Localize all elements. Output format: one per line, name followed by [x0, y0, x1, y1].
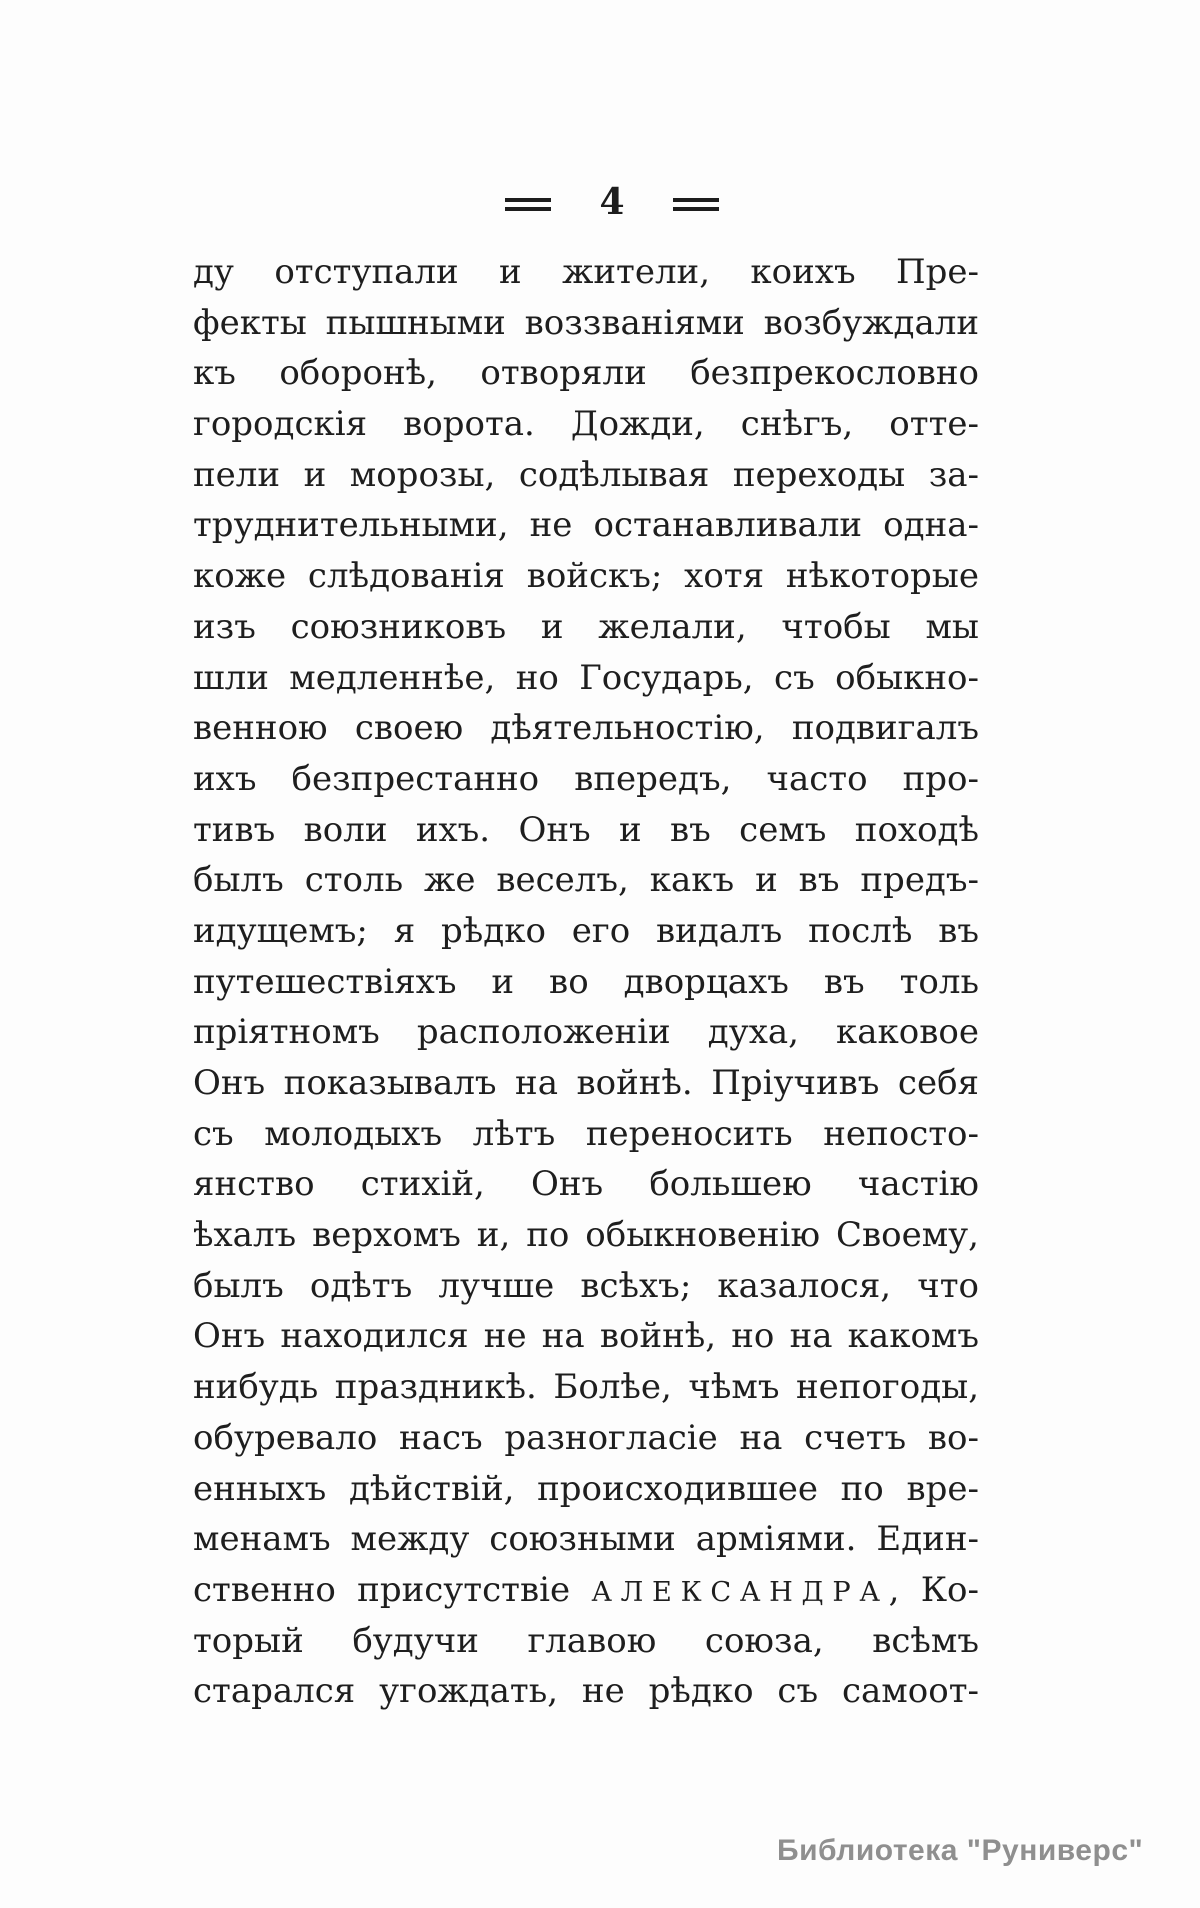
text-line: пріятномъ расположеніи духа, каковое — [193, 1012, 979, 1053]
text-line: Онъ показывалъ на войнѣ. Пріучивъ себя — [193, 1063, 979, 1103]
text-line: труднительными, не останавливали одна- — [193, 505, 979, 546]
text-segment: ственно присутствіе — [193, 1569, 592, 1610]
page-number: 4 — [599, 181, 625, 223]
text-line: венною своею дѣятельностію, подвигалъ — [193, 708, 979, 749]
text-line: енныхъ дѣйствій, происходившее по вре- — [193, 1468, 979, 1509]
text-line — [193, 1565, 979, 1616]
text-line: съ молодыхъ лѣтъ переносить непосто- — [193, 1113, 979, 1154]
text-line: городскія ворота. Дожди, снѣгъ, отте- — [193, 404, 979, 445]
text-line: ѣхалъ верхомъ и, по обыкновенію Своему, — [193, 1215, 979, 1256]
page-body-text — [193, 247, 979, 1717]
text-line: нибудь праздникѣ. Болѣе, чѣмъ непогоды, — [193, 1367, 979, 1408]
text-line: шли медленнѣе, но Государь, съ обыкно- — [193, 657, 979, 698]
library-watermark: Библиотека "Руниверс" — [777, 1834, 1144, 1867]
text-line: янство стихій, Онъ большею частію — [193, 1164, 979, 1205]
text-line: торый будучи главою союза, всѣмъ — [193, 1620, 979, 1661]
page-header — [505, 181, 719, 223]
text-line: коже слѣдованія войскъ; хотя нѣкоторые — [193, 556, 979, 597]
text-line: къ оборонѣ, отворяли безпрекословно — [193, 353, 979, 394]
text-line: старался угождать, не рѣдко съ самоот- — [193, 1671, 979, 1712]
text-line: пели и морозы, содѣлывая переходы за- — [193, 454, 979, 495]
text-line: былъ одѣтъ лучше всѣхъ; казалося, что — [193, 1265, 979, 1306]
text-line: изъ союзниковъ и желали, чтобы мы — [193, 606, 979, 647]
text-line: обуревало насъ разногласіе на счетъ во- — [193, 1417, 979, 1458]
text-line: былъ столь же веселъ, какъ и въ предъ- — [193, 860, 979, 901]
emphasized-name: АЛЕКСАНДРА — [591, 1576, 889, 1608]
text-segment: , Ко- — [888, 1569, 979, 1610]
text-line: Онъ находился не на войнѣ, но на какомъ — [193, 1316, 979, 1357]
text-line: идущемъ; я рѣдко его видалъ послѣ въ — [193, 910, 979, 951]
text-line: фекты пышными воззваніями возбуждали — [193, 302, 979, 343]
text-line: путешествіяхъ и во дворцахъ въ толь — [193, 961, 979, 1002]
text-line: ихъ безпрестанно впередъ, часто про- — [193, 758, 979, 799]
text-line: менамъ между союзными арміями. Един- — [193, 1519, 979, 1560]
header-rule-right-icon — [673, 198, 719, 211]
header-rule-left-icon — [505, 198, 551, 211]
text-line: тивъ воли ихъ. Онъ и въ семъ походѣ — [193, 809, 979, 850]
text-line: ду отступали и жители, коихъ Пре- — [193, 252, 979, 292]
